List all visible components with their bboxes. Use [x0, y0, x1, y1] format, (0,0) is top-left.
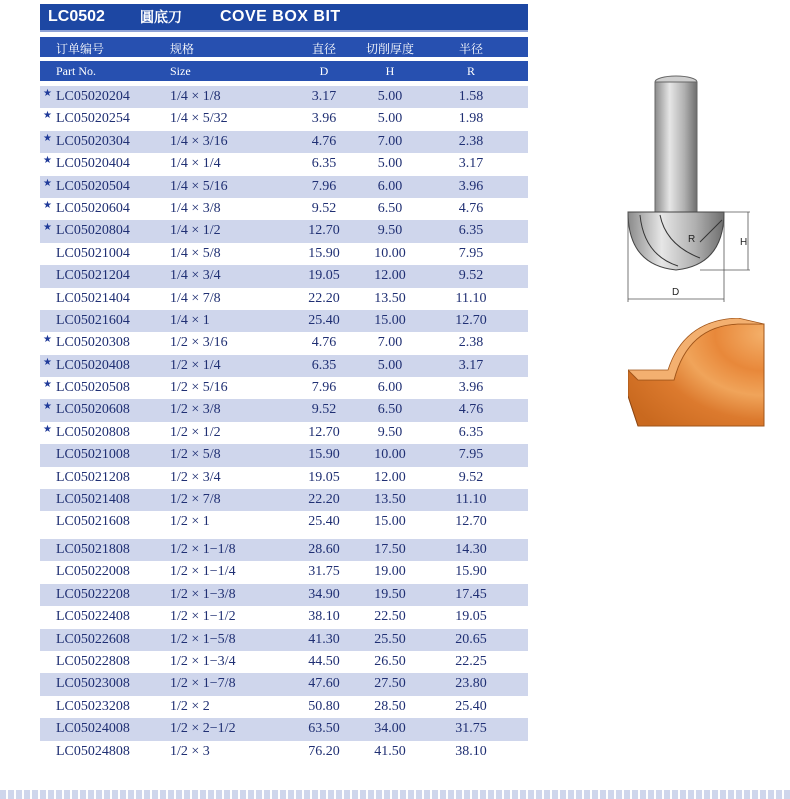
table-row	[40, 511, 528, 533]
star-icon: ★	[43, 356, 52, 368]
d-cell: 3.96	[311, 111, 337, 127]
table-row	[40, 153, 528, 175]
star-icon: ★	[43, 334, 52, 346]
header-size-cn: 规格	[170, 42, 195, 56]
star-icon: ★	[43, 379, 52, 391]
size-cell: 1/2 × 2−1/2	[170, 721, 236, 737]
table-row	[40, 561, 528, 583]
size-cell: 1/2 × 3	[170, 743, 210, 759]
r-cell: 3.17	[458, 156, 484, 172]
r-cell: 11.10	[455, 492, 487, 508]
d-cell: 25.40	[308, 514, 340, 530]
product-name: COVE BOX BIT	[220, 8, 341, 25]
d-cell: 4.76	[311, 133, 337, 149]
table-row	[40, 718, 528, 740]
table-row	[40, 467, 528, 489]
size-cell: 1/2 × 1−7/8	[170, 676, 236, 692]
table-row	[40, 86, 528, 108]
d-cell: 7.96	[311, 380, 337, 396]
h-cell: 7.00	[377, 133, 403, 149]
part-no-cell: LC05020304	[56, 133, 130, 149]
r-cell: 1.98	[458, 111, 484, 127]
table-row	[40, 265, 528, 287]
d-cell: 28.60	[308, 542, 340, 557]
r-cell: 3.96	[458, 380, 484, 396]
r-cell: 9.52	[458, 469, 484, 485]
size-cell: 1/2 × 7/8	[170, 492, 221, 508]
d-cell: 19.05	[308, 268, 340, 284]
h-cell: 6.50	[377, 402, 403, 418]
r-cell: 3.96	[458, 178, 484, 194]
r-cell: 4.76	[458, 402, 484, 418]
star-icon: ★	[43, 423, 52, 435]
r-cell: 12.70	[455, 312, 487, 328]
d-cell: 4.76	[311, 335, 337, 351]
cove-bit-diagram	[600, 70, 750, 310]
part-no-cell: LC05020604	[56, 200, 130, 216]
r-cell: 7.95	[458, 447, 484, 463]
table-row	[40, 606, 528, 628]
size-cell: 1/4 × 3/8	[170, 200, 221, 216]
d-cell: 41.30	[308, 631, 340, 647]
d-cell: 22.20	[308, 290, 340, 306]
r-cell: 2.38	[458, 335, 484, 351]
part-no-cell: LC05023008	[56, 676, 130, 692]
h-cell: 13.50	[374, 492, 406, 508]
size-cell: 1/2 × 1−3/8	[170, 586, 236, 602]
h-cell: 15.00	[374, 514, 406, 530]
d-cell: 25.40	[308, 312, 340, 328]
part-no-cell: LC05021608	[56, 514, 130, 530]
size-cell: 1/2 × 1	[170, 514, 210, 530]
part-no-cell: LC05022008	[56, 564, 130, 580]
star-icon: ★	[43, 110, 52, 122]
h-cell: 19.00	[374, 564, 406, 580]
table-row	[40, 198, 528, 220]
r-cell: 6.35	[458, 424, 484, 440]
table-row	[40, 422, 528, 444]
part-no-cell: LC05024008	[56, 721, 130, 737]
h-cell: 5.00	[377, 156, 403, 172]
r-cell: 19.05	[455, 609, 487, 625]
r-cell: 3.17	[458, 357, 484, 373]
star-icon: ★	[43, 199, 52, 211]
size-cell: 1/2 × 3/4	[170, 469, 221, 485]
r-cell: 12.70	[455, 514, 487, 530]
table-row	[40, 584, 528, 606]
shank	[655, 76, 697, 212]
h-cell: 12.00	[374, 268, 406, 284]
table-row	[40, 489, 528, 511]
part-no-cell: LC05020804	[56, 223, 130, 239]
table-row	[40, 651, 528, 673]
part-no-cell: LC05020254	[56, 111, 130, 127]
table-row	[40, 220, 528, 242]
d-cell: 38.10	[308, 609, 340, 625]
label-h: H	[740, 237, 748, 248]
bottom-strip	[0, 790, 790, 799]
table-header-cn	[40, 37, 528, 57]
part-no-cell: LC05020608	[56, 402, 130, 418]
part-no-cell: LC05020308	[56, 335, 130, 351]
r-cell: 20.65	[455, 631, 487, 647]
size-cell: 1/4 × 1/8	[170, 89, 221, 104]
h-cell: 5.00	[377, 111, 403, 127]
size-cell: 1/4 × 3/4	[170, 268, 221, 284]
h-cell: 22.50	[374, 609, 406, 625]
part-no-cell: LC05021004	[56, 245, 130, 261]
product-code: LC0502	[48, 8, 105, 25]
h-cell: 19.50	[374, 586, 406, 602]
size-cell: 1/4 × 7/8	[170, 290, 221, 306]
h-cell: 41.50	[374, 743, 406, 759]
d-cell: 7.96	[311, 178, 337, 194]
part-no-cell: LC05021204	[56, 268, 130, 284]
table-row	[40, 673, 528, 695]
size-cell: 1/2 × 1−1/2	[170, 609, 236, 625]
h-cell: 10.00	[374, 245, 406, 261]
label-d: D	[672, 287, 680, 298]
table-row	[40, 444, 528, 466]
part-no-cell: LC05024808	[56, 743, 130, 759]
table-row	[40, 176, 528, 198]
header-r-cn: 半径	[458, 42, 483, 56]
h-cell: 5.00	[377, 357, 403, 373]
part-no-cell: LC05021008	[56, 447, 130, 463]
size-cell: 1/2 × 1−5/8	[170, 631, 236, 647]
part-no-cell: LC05021208	[56, 469, 130, 485]
size-cell: 1/2 × 5/16	[170, 380, 228, 396]
d-cell: 47.60	[308, 676, 340, 692]
size-cell: 1/4 × 1/4	[170, 156, 221, 172]
d-cell: 63.50	[308, 721, 340, 737]
r-cell: 23.80	[455, 676, 487, 692]
part-no-cell: LC05020504	[56, 178, 130, 194]
table-row	[40, 288, 528, 310]
header-part-cn: 订单编号	[56, 42, 105, 56]
d-cell: 31.75	[308, 564, 340, 580]
star-icon: ★	[43, 155, 52, 167]
h-cell: 25.50	[374, 631, 406, 647]
size-cell: 1/2 × 2	[170, 698, 210, 714]
h-cell: 17.50	[374, 542, 406, 557]
h-cell: 34.00	[374, 721, 406, 737]
d-cell: 12.70	[308, 223, 340, 239]
size-cell: 1/2 × 3/8	[170, 402, 221, 418]
size-cell: 1/2 × 1/4	[170, 357, 221, 373]
size-cell: 1/4 × 1	[170, 312, 210, 328]
table-row	[40, 696, 528, 718]
d-cell: 15.90	[308, 245, 340, 261]
part-no-cell: LC05021404	[56, 290, 130, 306]
header-h-cn: 切削厚度	[365, 42, 414, 56]
d-cell: 9.52	[311, 200, 337, 216]
r-cell: 7.95	[458, 245, 484, 261]
part-no-cell: LC05023208	[56, 698, 130, 714]
r-cell: 1.58	[458, 89, 484, 104]
size-cell: 1/2 × 3/16	[170, 335, 228, 351]
size-cell: 1/4 × 3/16	[170, 133, 228, 149]
table-row	[40, 539, 528, 561]
h-cell: 26.50	[374, 653, 406, 669]
spec-table-large	[40, 539, 528, 763]
wood-profile-diagram	[628, 318, 768, 433]
h-cell: 9.50	[377, 223, 403, 239]
d-cell: 76.20	[308, 743, 340, 759]
star-icon: ★	[43, 222, 52, 234]
table-row	[40, 243, 528, 265]
star-icon: ★	[43, 401, 52, 413]
header-size: Size	[170, 64, 191, 78]
d-cell: 50.80	[308, 698, 340, 714]
h-cell: 28.50	[374, 698, 406, 714]
r-cell: 11.10	[455, 290, 487, 306]
product-name-cn: 圓底刀	[140, 10, 182, 26]
part-no-cell: LC05020404	[56, 156, 130, 172]
r-cell: 14.30	[455, 542, 487, 557]
h-cell: 12.00	[374, 469, 406, 485]
h-cell: 6.00	[377, 380, 403, 396]
header-d-cn: 直径	[311, 42, 336, 56]
table-header-en	[40, 61, 528, 81]
d-cell: 6.35	[311, 156, 337, 172]
size-cell: 1/2 × 1−1/4	[170, 564, 236, 580]
r-cell: 22.25	[455, 653, 487, 669]
table-row	[40, 108, 528, 130]
size-cell: 1/4 × 5/16	[170, 178, 228, 194]
h-cell: 9.50	[377, 424, 403, 440]
size-cell: 1/2 × 1−1/8	[170, 542, 236, 557]
header-r: R	[466, 64, 475, 78]
header-part: Part No.	[56, 64, 96, 78]
label-r: R	[688, 234, 696, 245]
d-cell: 44.50	[308, 653, 340, 669]
part-no-cell: LC05021408	[56, 492, 130, 508]
r-cell: 17.45	[455, 586, 487, 602]
h-cell: 6.50	[377, 200, 403, 216]
part-no-cell: LC05022608	[56, 631, 130, 647]
d-cell: 3.17	[311, 89, 337, 104]
d-cell: 19.05	[308, 469, 340, 485]
size-cell: 1/2 × 5/8	[170, 447, 221, 463]
r-cell: 31.75	[455, 721, 487, 737]
table-row	[40, 741, 528, 763]
d-cell: 34.90	[308, 586, 340, 602]
h-cell: 7.00	[377, 335, 403, 351]
table-row	[40, 355, 528, 377]
table-row	[40, 377, 528, 399]
table-row	[40, 131, 528, 153]
table-row	[40, 332, 528, 354]
size-cell: 1/4 × 5/32	[170, 111, 228, 127]
star-icon: ★	[43, 132, 52, 144]
title-bar	[40, 4, 528, 32]
size-cell: 1/4 × 1/2	[170, 223, 221, 239]
r-cell: 4.76	[458, 200, 484, 216]
h-cell: 10.00	[374, 447, 406, 463]
size-cell: 1/4 × 5/8	[170, 245, 221, 261]
table-row	[40, 399, 528, 421]
r-cell: 2.38	[458, 133, 484, 149]
part-no-cell: LC05021604	[56, 312, 130, 328]
d-cell: 12.70	[308, 424, 340, 440]
r-cell: 25.40	[455, 698, 487, 714]
r-cell: 15.90	[455, 564, 487, 580]
header-d: D	[319, 64, 329, 78]
size-cell: 1/2 × 1−3/4	[170, 653, 236, 669]
cutter-head	[628, 212, 724, 270]
table-row	[40, 629, 528, 651]
star-icon: ★	[43, 177, 52, 189]
d-cell: 22.20	[308, 492, 340, 508]
size-cell: 1/2 × 1/2	[170, 424, 221, 440]
part-no-cell: LC05020508	[56, 380, 130, 396]
h-cell: 6.00	[377, 178, 403, 194]
table-row	[40, 310, 528, 332]
part-no-cell: LC05022408	[56, 609, 130, 625]
spec-table	[40, 86, 528, 534]
r-cell: 38.10	[455, 743, 487, 759]
d-cell: 15.90	[308, 447, 340, 463]
part-no-cell: LC05020204	[56, 89, 130, 104]
r-cell: 6.35	[458, 223, 484, 239]
r-cell: 9.52	[458, 268, 484, 284]
d-cell: 9.52	[311, 402, 337, 418]
part-no-cell: LC05021808	[56, 542, 130, 557]
h-cell: 15.00	[374, 312, 406, 328]
h-cell: 27.50	[374, 676, 406, 692]
header-h: H	[385, 64, 395, 78]
part-no-cell: LC05022208	[56, 586, 130, 602]
d-cell: 6.35	[311, 357, 337, 373]
h-cell: 13.50	[374, 290, 406, 306]
part-no-cell: LC05022808	[56, 653, 130, 669]
star-icon: ★	[43, 88, 52, 99]
h-cell: 5.00	[377, 89, 403, 104]
part-no-cell: LC05020408	[56, 357, 130, 373]
part-no-cell: LC05020808	[56, 424, 130, 440]
